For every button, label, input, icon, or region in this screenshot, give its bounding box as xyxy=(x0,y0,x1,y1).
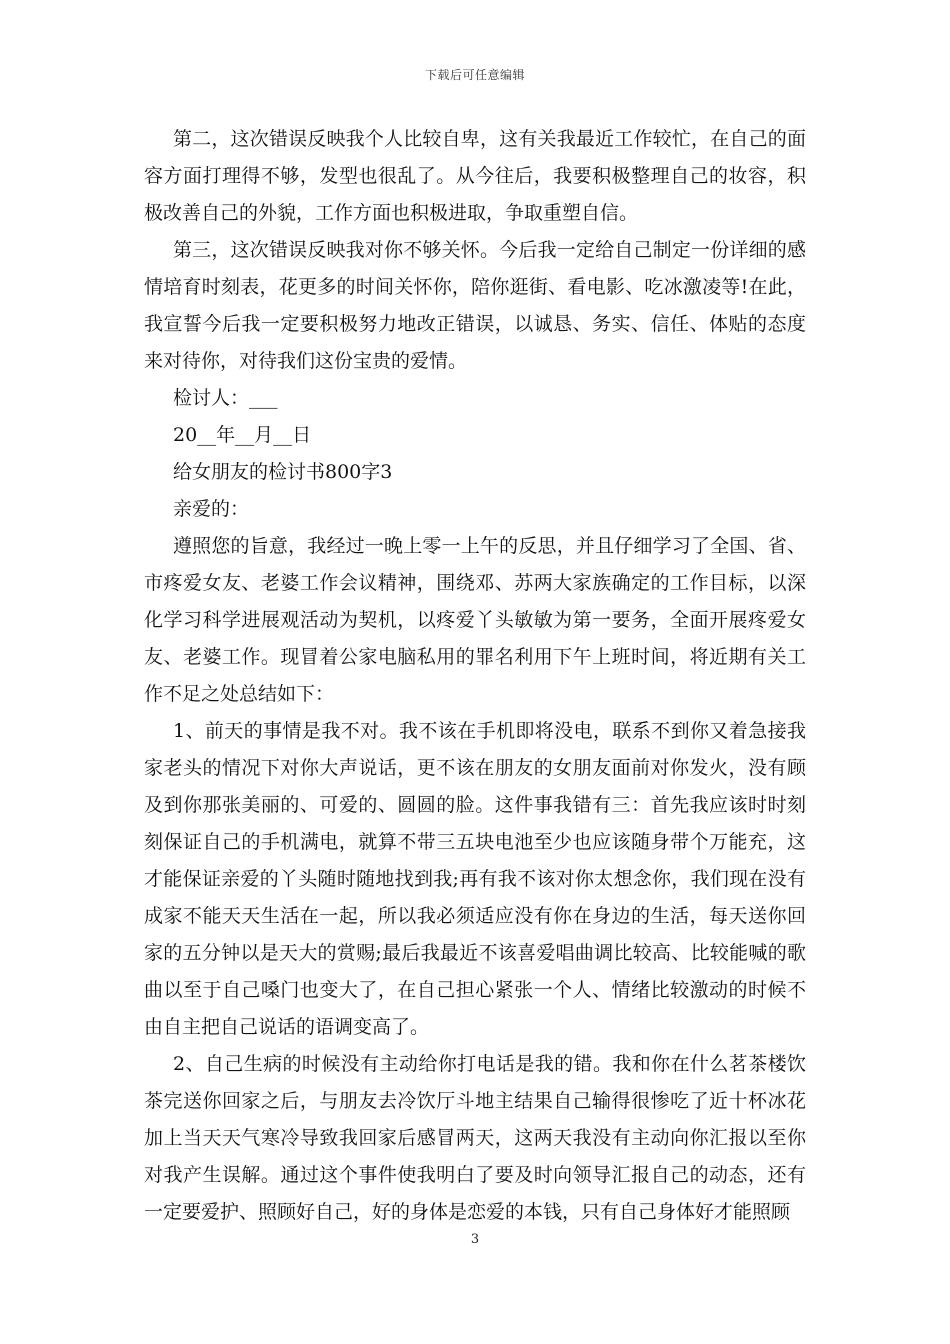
page-number: 3 xyxy=(470,1232,480,1247)
section-title: 给女朋友的检讨书800字3 xyxy=(173,461,393,483)
paragraph-item-2: 2、自己生病的时候没有主动给你打电话是我的错。我和你在什么茗茶楼饮茶完送你回家之后，与朋友去冷饮厅斗地主结果自己输得很惨吃了近十杯冰花加上当天天气寒冷导致我回家后感冒两天，这两天我没有主动向你汇报以至你对我产生误解。通过这个事件使我明白了要及时向领导汇报自己的动态，还有一定要爱护、照顾好自己，好的身体是恋爱的本钱，只有自己身体好才能照顾 xyxy=(144,1053,806,1223)
paragraph-intro: 遵照您的旨意，我经过一晚上零一上午的反思，并且仔细学习了全国、省、市疼爱女友、老婆工作会议精神，围绕邓、苏两大家族确定的工作目标，以深化学习科学进展观活动为契机，以疼爱丫头敏敏为第一要务，全面开展疼爱女友、老婆工作。现冒着公家电脑私用的罪名利用下午上班时间，将近期有关工作不足之处总结如下： xyxy=(144,535,806,705)
paragraph-third-point: 第三，这次错误反映我对你不够关怀。今后我一定给自己制定一份详细的感情培育时刻表，花更多的时间关怀你，陪你逛街、看电影、吃冰激凌等!在此，我宣誓今后我一定要积极努力地改正错误，以诚恳、务实、信任、体贴的态度来对待你，对待我们这份宝贵的爱情。 xyxy=(144,239,806,372)
signature-line: 检讨人：___ xyxy=(173,387,278,409)
date-line: 20__年__月__日 xyxy=(173,424,312,446)
paragraph-item-1: 1、前天的事情是我不对。我不该在手机即将没电，联系不到你又着急接我家老头的情况下对你大声说话，更不该在朋友的女朋友面前对你发火，没有顾及到你那张美丽的、可爱的、圆圆的脸。这件事我错有三：首先我应该时时刻刻保证自己的手机满电，就算不带三五块电池至少也应该随身带个万能充，这才能保证亲爱的丫头随时随地找到我;再有我不该对你太想念你，我们现在没有成家不能天天生活在一起，所以我必须适应没有你在身边的生活，每天送你回家的五分钟以是天大的赏赐;最后我最近不该喜爱唱曲调比较高、比较能喊的歌曲以至于自己嗓门也变大了，在自己担心紧张一个人、情绪比较激动的时候不由自主把自己说话的语调变高了。 xyxy=(144,720,806,1038)
document-body xyxy=(144,121,806,1231)
salutation: 亲爱的： xyxy=(173,498,250,520)
paragraph-second-point: 第二，这次错误反映我个人比较自卑，这有关我最近工作较忙，在自己的面容方面打理得不够，发型也很乱了。从今往后，我要积极整理自己的妆容，积极改善自己的外貌，工作方面也积极进取，争取重塑自信。 xyxy=(144,128,806,224)
header-note: 下载后可任意编辑 xyxy=(424,68,525,82)
